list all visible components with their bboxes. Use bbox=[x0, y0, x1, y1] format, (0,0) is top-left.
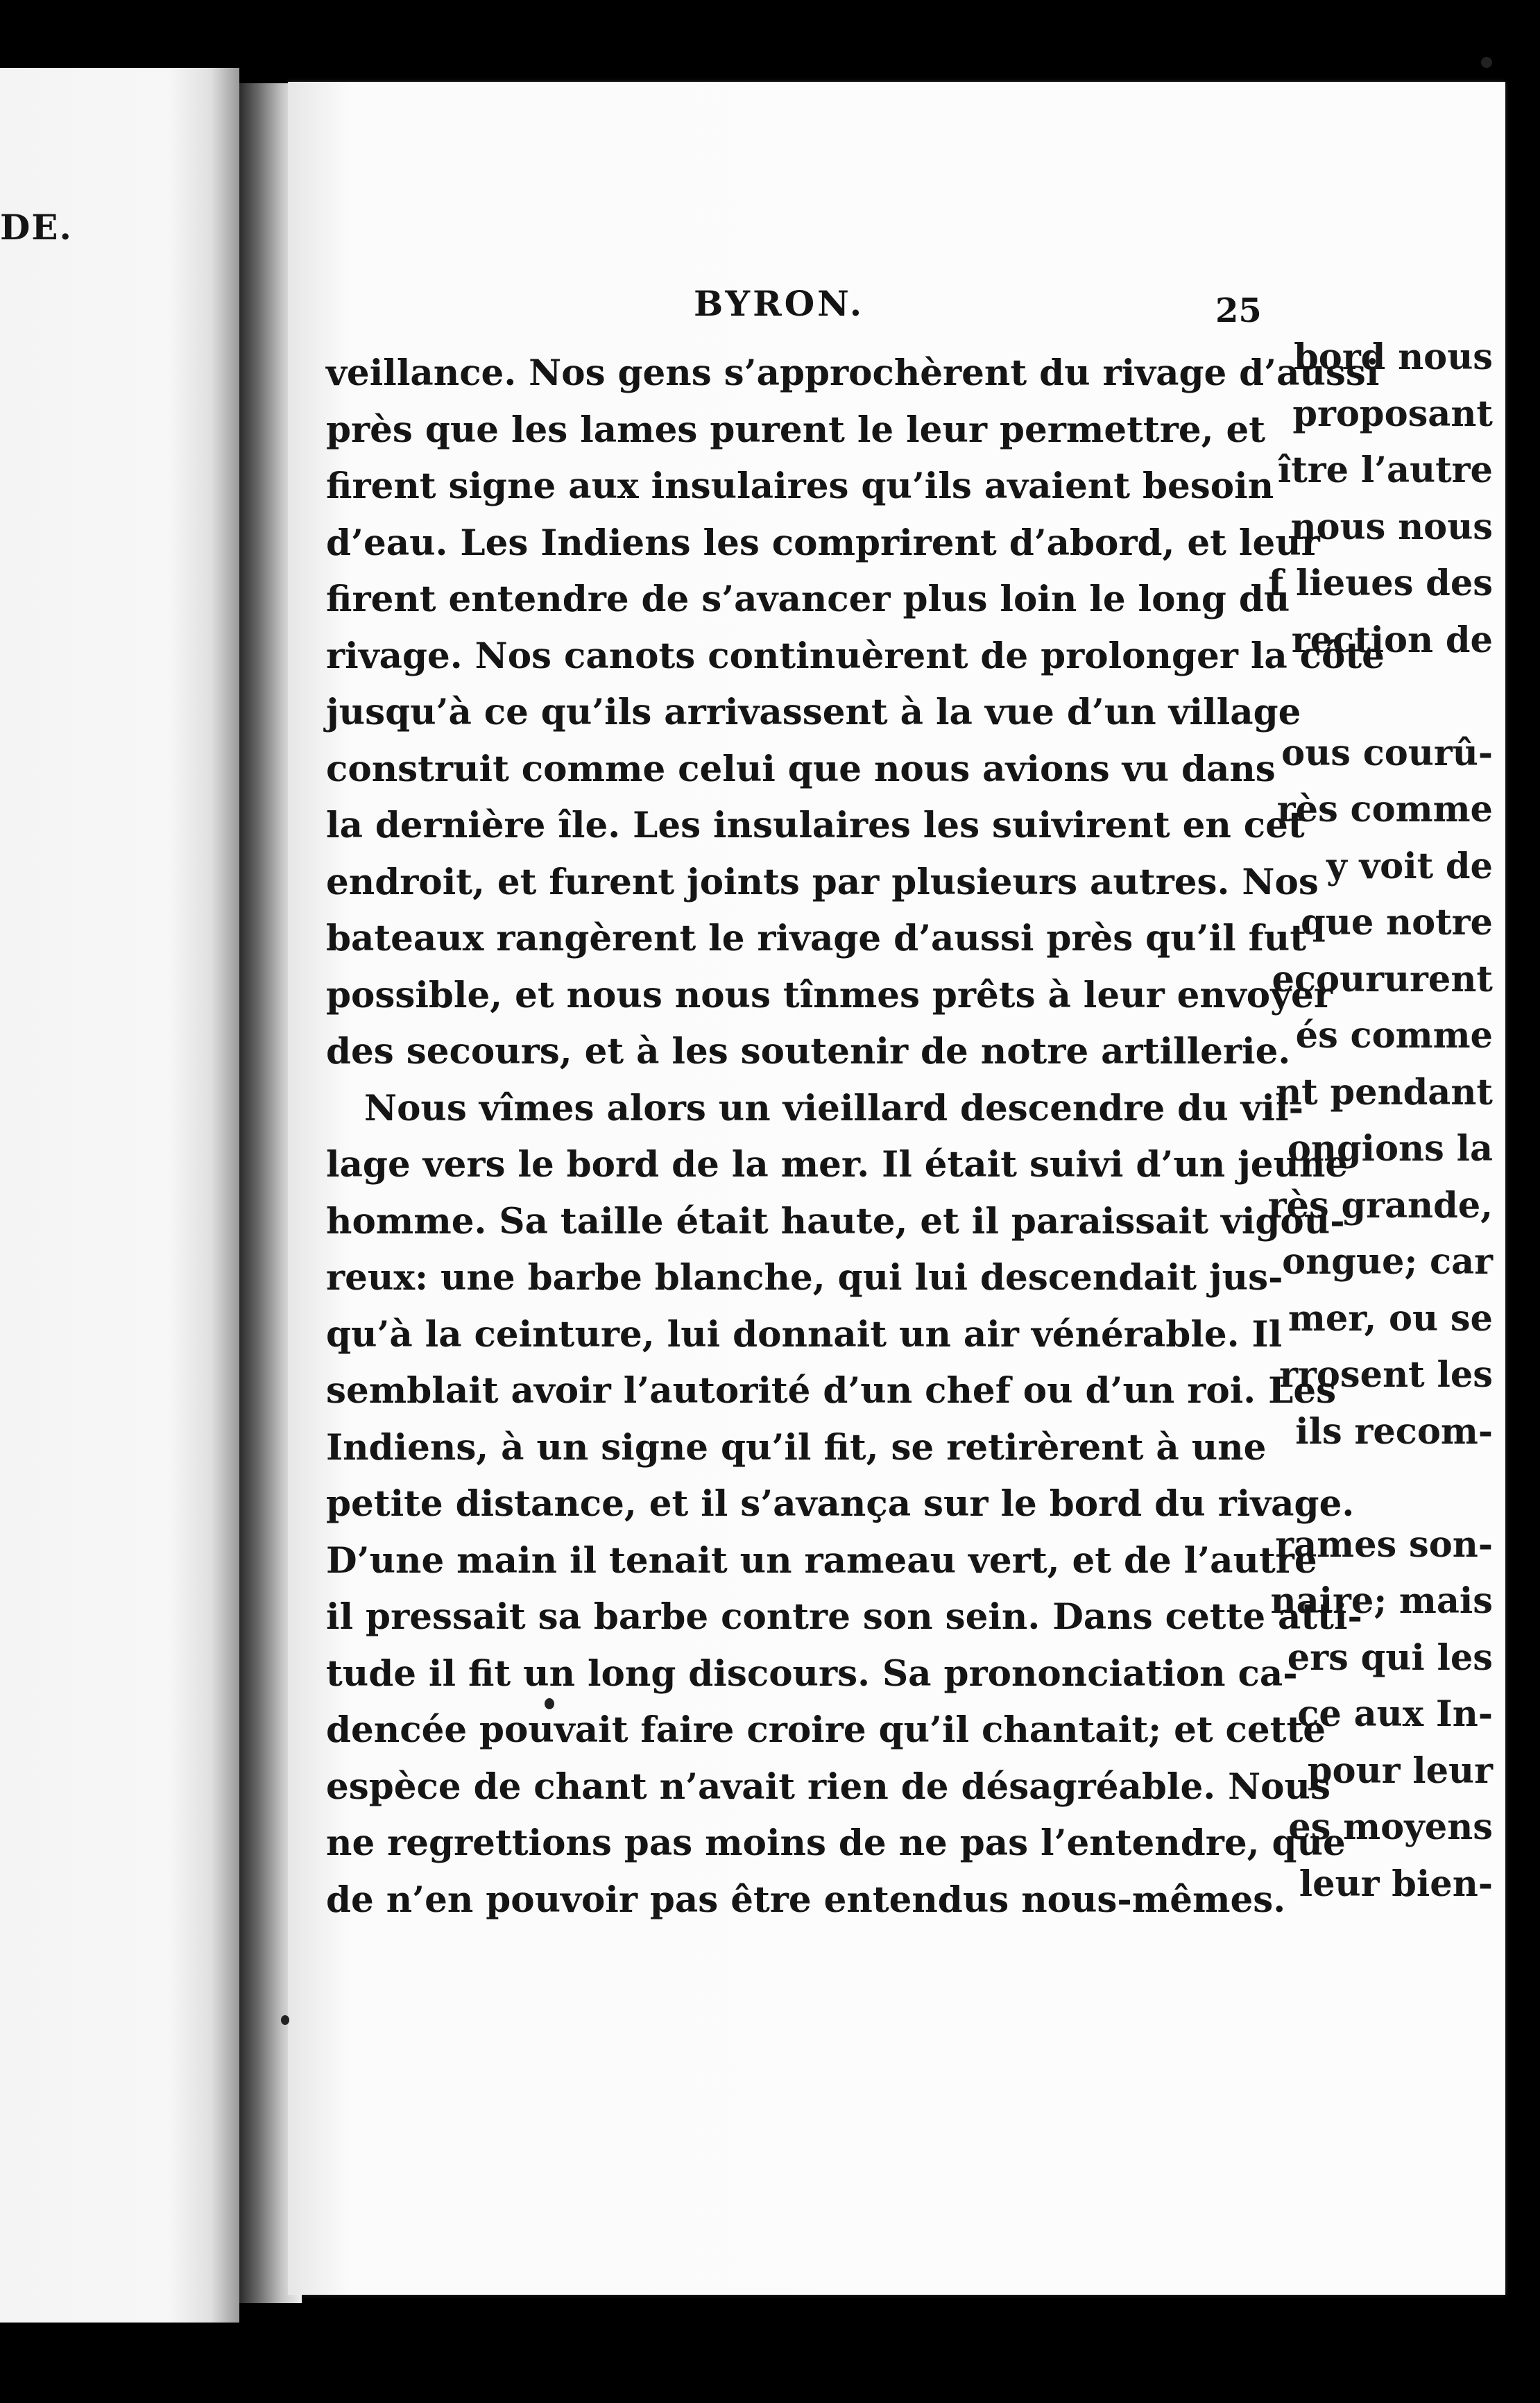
text-line: endroit, et furent joints par plusieurs autres. Nos bbox=[326, 861, 1319, 903]
ink-speck bbox=[1481, 57, 1492, 68]
left-text-line: ers qui les bbox=[1287, 1636, 1493, 1679]
left-text-line: nous nous bbox=[1290, 506, 1493, 548]
left-text-line: ongions la bbox=[1287, 1128, 1493, 1170]
ink-speck bbox=[545, 1698, 554, 1709]
left-text-line: naire; mais bbox=[1270, 1580, 1493, 1622]
text-line: possible, et nous nous tînmes prêts à leur envoyer bbox=[326, 974, 1333, 1016]
text-line: tude il fit un long discours. Sa prononciation ca- bbox=[326, 1652, 1298, 1695]
left-text-line: f lieues des bbox=[1268, 563, 1493, 604]
text-line: firent signe aux insulaires qu’ils avaient besoin bbox=[326, 465, 1274, 507]
text-line: veillance. Nos gens s’approchèrent du rivage d’aussi bbox=[326, 352, 1380, 394]
left-text-line: rès comme bbox=[1276, 789, 1493, 830]
text-line: de n’en pouvoir pas être entendus nous-mêmes. bbox=[326, 1879, 1286, 1921]
left-text-line: ecoururent bbox=[1272, 958, 1493, 1000]
text-line: d’eau. Les Indiens les comprirent d’abord, et leur bbox=[326, 522, 1320, 564]
text-line: Indiens, à un signe qu’il fit, se retirèrent à une bbox=[326, 1426, 1267, 1469]
left-text-line: mer, ou se bbox=[1287, 1297, 1493, 1340]
text-line: construit comme celui que nous avions vu dans bbox=[326, 748, 1276, 790]
left-text-line: ître l’autre bbox=[1277, 450, 1493, 491]
left-text-line: és comme bbox=[1295, 1015, 1493, 1057]
text-line: rivage. Nos canots continuèrent de prolonger la côte bbox=[326, 635, 1385, 677]
text-line: homme. Sa taille était haute, et il paraissait vigou- bbox=[326, 1200, 1345, 1242]
text-line: jusqu’à ce qu’ils arrivassent à la vue d’un village bbox=[326, 692, 1301, 733]
left-text-line: nt pendant bbox=[1276, 1071, 1493, 1113]
left-text-line: ce aux In- bbox=[1297, 1693, 1493, 1735]
text-line: semblait avoir l’autorité d’un chef ou d’un roi. Les bbox=[326, 1370, 1337, 1412]
text-line: Nous vîmes alors un vieillard descendre du vil- bbox=[364, 1087, 1303, 1129]
text-line: près que les lames purent le leur permettre, et bbox=[326, 409, 1266, 451]
text-line: des secours, et à les soutenir de notre artillerie. bbox=[326, 1031, 1291, 1072]
text-line: espèce de chant n’avait rien de désagréable. Nous bbox=[326, 1765, 1331, 1808]
left-text-line: y voit de bbox=[1326, 845, 1493, 887]
ink-speck bbox=[281, 2015, 289, 2025]
left-text-line: que notre bbox=[1301, 902, 1493, 943]
left-text-line: ils recom- bbox=[1295, 1410, 1493, 1453]
text-line: lage vers le bord de la mer. Il était suivi d’un jeune bbox=[326, 1144, 1349, 1186]
text-line: firent entendre de s’avancer plus loin le long du bbox=[326, 579, 1290, 620]
left-text-line: rames son- bbox=[1275, 1523, 1493, 1566]
text-line: ne regrettions pas moins de ne pas l’entendre, que bbox=[326, 1822, 1346, 1864]
left-text-line: pour leur bbox=[1307, 1750, 1493, 1792]
left-page bbox=[0, 68, 239, 2323]
text-line: la dernière île. Les insulaires les suivirent en cet bbox=[326, 805, 1305, 846]
left-text-line: rès grande, bbox=[1267, 1184, 1493, 1226]
text-line: D’une main il tenait un rameau vert, et de l’autre bbox=[326, 1539, 1317, 1582]
text-line: petite distance, et il s’avança sur le bord du rivage. bbox=[326, 1483, 1355, 1525]
text-line: dencée pouvait faire croire qu’il chantait; et cette bbox=[326, 1709, 1326, 1751]
running-head: BYRON. bbox=[694, 283, 865, 324]
left-text-line: leur bien- bbox=[1299, 1863, 1493, 1905]
left-text-line bbox=[1268, 669, 1493, 726]
page-number: 25 bbox=[1215, 291, 1262, 330]
left-page-header: DE. bbox=[0, 207, 73, 248]
left-text-line: ongue; car bbox=[1282, 1241, 1493, 1283]
left-text-line: bord nous bbox=[1294, 336, 1493, 378]
text-line: bateaux rangèrent le rivage d’aussi près qu’il fut bbox=[326, 918, 1307, 959]
left-text-line: rrosent les bbox=[1279, 1354, 1493, 1396]
text-line: qu’à la ceinture, lui donnait un air vénérable. Il bbox=[326, 1313, 1283, 1356]
left-text-line: rection de bbox=[1291, 619, 1493, 661]
text-line: reux: une barbe blanche, qui lui descendait jus- bbox=[326, 1257, 1283, 1299]
left-text-line: proposant bbox=[1292, 393, 1493, 435]
left-text-line: ous courû- bbox=[1281, 732, 1493, 774]
left-text-line: es moyens bbox=[1288, 1806, 1493, 1848]
text-line: il pressait sa barbe contre son sein. Dans cette atti- bbox=[326, 1596, 1362, 1638]
